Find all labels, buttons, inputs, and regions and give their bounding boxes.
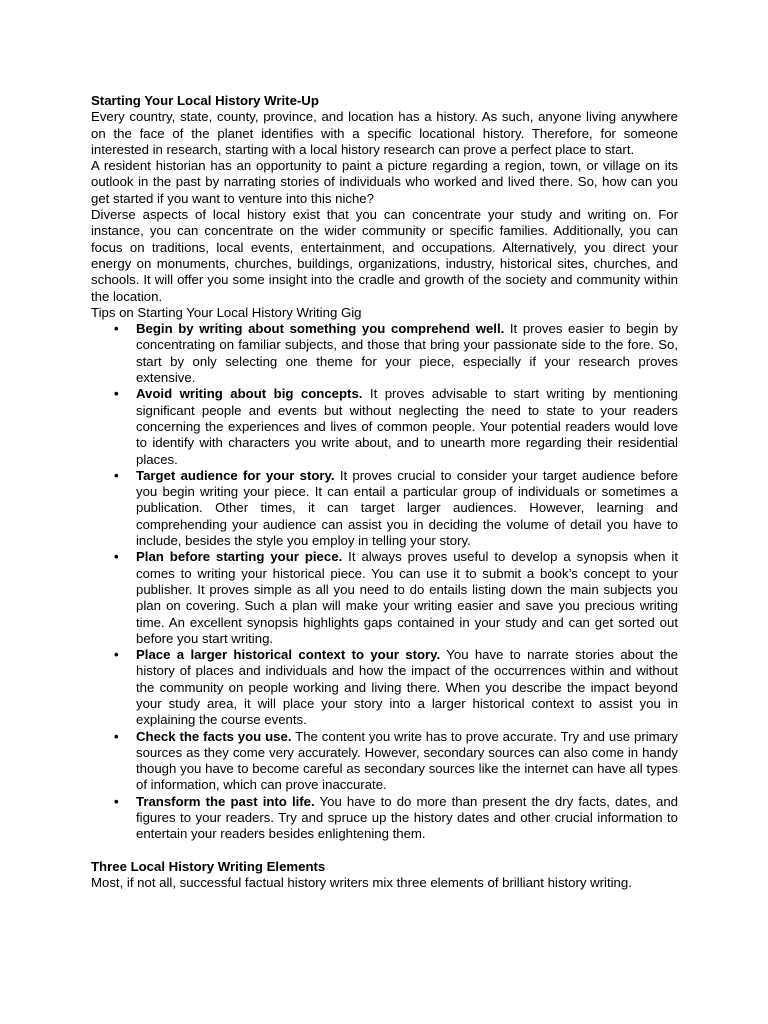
bullet-icon: •	[114, 793, 119, 809]
section-spacer	[91, 843, 678, 859]
tip-lead: Plan before starting your piece.	[136, 549, 343, 565]
tip-text: It always proves useful to develop a synopsis when it comes to writing your historical piece. You can use it to submit a book’s concept to your publisher. It proves simple as all you need to do entails listing down the main subjects you plan on covering. Such a plan will make your writing easier and save you precious writing time. An excellent synopsis highlights gaps contained in your study and can get sorted out before you start writing.	[136, 549, 678, 646]
tip-lead: Transform the past into life.	[136, 793, 315, 809]
section-heading-starting: Starting Your Local History Write-Up	[91, 93, 319, 108]
tip-lead: Place a larger historical context to your story.	[136, 647, 441, 663]
bullet-icon: •	[114, 386, 119, 402]
tip-lead: Avoid writing about big concepts.	[136, 386, 363, 402]
list-item	[114, 647, 679, 728]
list-item	[114, 321, 678, 386]
tip-lead: Check the facts you use.	[136, 728, 292, 744]
aspects-paragraph: Diverse aspects of local history exist that you can concentrate your study and writing on. For instance, you can concentrate on the wider community or specific families. Additionally, you can focus on traditions, local events, entertainment, and occupations. Alternatively, you direct your energy on monuments, churches, buildings, organizations, industry, historical sites, churches, and schools. It will offer you some insight into the cradle and growth of the society and community within the location.	[91, 207, 678, 304]
bullet-icon: •	[114, 321, 119, 337]
tip-text: The content you write has to prove accurate. Try and use primary sources as they come very accurately. However, secondary sources can also come in handy though you have to become careful as secondary sources like the internet can have all types of information, which can prove inaccurate.	[136, 728, 678, 793]
tip-text: You have to narrate stories about the history of places and individuals and how the impact of the occurrences within and without the community on people working and living there. When you describe the impact beyond your study area, it will place your story into a larger historical context to assist you in explaining the course events.	[136, 647, 679, 728]
list-item	[114, 793, 678, 843]
tip-text: It proves crucial to consider your target audience before you begin writing your piece. It can entail a particular group of individuals or sometimes a publication. Other times, it can target larger audiences. However, learning and comprehending your audience can assist you in deciding the volume of detail you have to include, besides the style you employ in telling your story.	[136, 467, 679, 549]
tip-text: It proves easier to begin by concentrating on familiar subjects, and those that bring your passionate side to the fore. So, start by only selecting one theme for your piece, especially if your research proves extensive.	[136, 321, 678, 386]
tips-list	[91, 321, 678, 843]
bullet-icon: •	[114, 647, 119, 663]
bullet-icon: •	[114, 467, 119, 483]
historian-paragraph: A resident historian has an opportunity to paint a picture regarding a region, town, or village on its outlook in the past by narrating stories of individuals who worked and lived there. So, how can you get started if you want to venture into this niche?	[91, 158, 678, 206]
list-item	[114, 728, 678, 794]
tip-lead: Begin by writing about something you comprehend well.	[136, 321, 505, 337]
bullet-icon: •	[114, 728, 119, 744]
tips-title: Tips on Starting Your Local History Writing Gig	[91, 304, 362, 320]
list-item	[114, 386, 678, 467]
tip-lead: Target audience for your story.	[136, 467, 335, 483]
section-heading-elements: Three Local History Writing Elements	[91, 858, 326, 874]
bullet-icon: •	[114, 549, 119, 565]
elements-paragraph: Most, if not all, successful factual history writers mix three elements of brilliant history writing.	[91, 874, 632, 890]
tip-text: It proves advisable to start writing by mentioning significant people and events but without neglecting the need to state to your readers concerning the experiences and lives of common people. Your potential readers would love to identify with characters you write about, and to unearth more regarding their residential places.	[136, 386, 678, 467]
list-item	[114, 467, 679, 549]
tip-text: You have to do more than present the dry facts, dates, and figures to your readers. Try and spruce up the history dates and other crucial information to entertain your readers besides enlightening them.	[136, 793, 678, 842]
list-item	[114, 549, 678, 647]
intro-paragraph: Every country, state, county, province, and location has a history. As such, anyone living anywhere on the face of the planet identifies with a specific locational history. Therefore, for someone interested in research, starting with a local history research can prove a perfect place to start.	[91, 109, 678, 157]
document-page	[91, 93, 678, 891]
